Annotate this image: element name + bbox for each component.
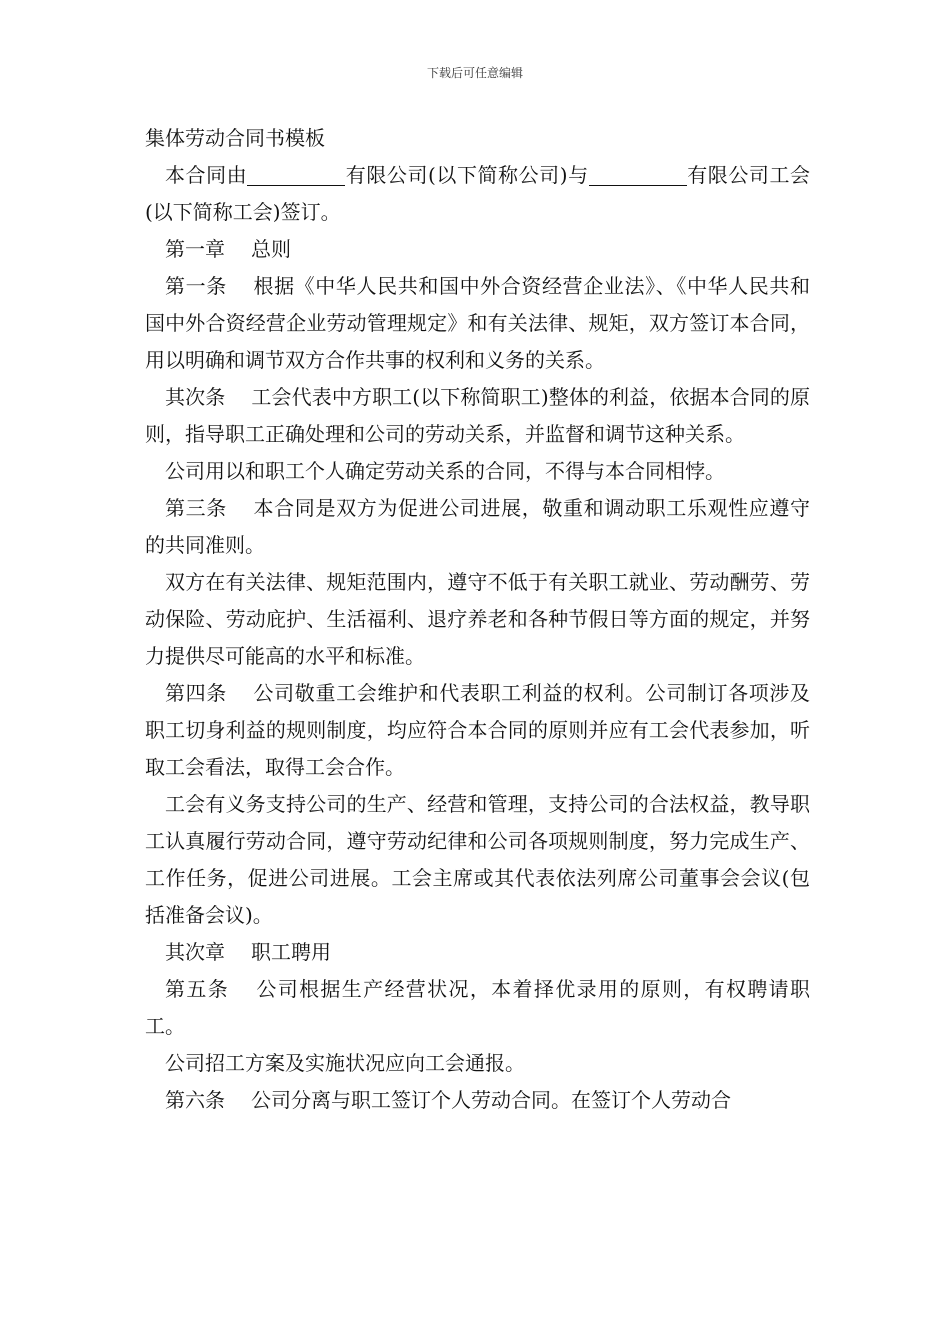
article-text: 工会代表中方职工(以下称简职工)整体的利益，依据本合同的原则，指导职工正确处理和公司的劳动关系，并监督和调节这种关系。 [145,385,811,446]
chapter-number: 第一章 [165,237,225,261]
article-paragraph [145,1082,810,1119]
article-label: 其次条 [165,385,226,409]
body-paragraph: 双方在有关法律、规矩范围内，遵守不低于有关职工就业、劳动酬劳、劳动保险、劳动庇护、生活福利、退疗养老和各种节假日等方面的规定，并努力提供尽可能高的水平和标准。 [145,570,810,668]
chapter-name: 总则 [251,237,291,261]
document-body [145,120,810,1119]
body-paragraph: 公司招工方案及实施状况应向工会通报。 [165,1051,525,1075]
article-paragraph [145,675,810,786]
article-label: 第三条 [165,496,227,520]
article-label: 第六条 [165,1088,225,1112]
blank-line [247,165,345,186]
chapter-name: 职工聘用 [251,940,331,964]
intro-paragraph [145,157,810,231]
chapter-heading [145,231,810,268]
intro-text-c: 有限公司工会(以下简称工会)签订。 [145,163,811,224]
article-label: 第一条 [165,274,227,298]
article-text: 根据《中华人民共和国中外合资经营企业法》、《中华人民共和国中外合资经营企业劳动管理规定》和有关法律、规矩，双方签订本合同，用以明确和调节双方合作共事的权利和义务的关系。 [145,274,811,372]
page-header: 下载后可任意编辑 [426,66,523,80]
body-paragraph: 公司用以和职工个人确定劳动关系的合同，不得与本合同相悖。 [165,459,725,483]
article-paragraph [145,268,810,379]
body-paragraph: 工会有义务支持公司的生产、经营和管理，支持公司的合法权益，教导职工认真履行劳动合同，遵守劳动纪律和公司各项规则制度，努力完成生产、工作任务，促进公司进展。工会主席或其代表依法列席公司董事会会议(包括准备会议)。 [145,792,810,927]
chapter-number: 其次章 [165,940,225,964]
article-label: 第五条 [165,977,230,1001]
blank-line [589,165,687,186]
intro-text-b: 有限公司(以下简称公司)与 [345,163,589,187]
article-text: 公司敬重工会维护和代表职工利益的权利。公司制订各项涉及职工切身利益的规则制度，均应符合本合同的原则并应有工会代表参加，听取工会看法，取得工会合作。 [145,681,811,779]
article-text: 公司分离与职工签订个人劳动合同。在签订个人劳动合 [251,1088,731,1112]
article-text: 本合同是双方为促进公司进展，敬重和调动职工乐观性应遵守的共同准则。 [145,496,811,557]
article-paragraph [145,490,810,564]
article-text: 公司根据生产经营状况，本着择优录用的原则，有权聘请职工。 [145,977,811,1038]
article-paragraph [145,971,810,1045]
intro-text-a: 本合同由 [165,163,248,187]
article-paragraph [145,379,810,453]
document-title: 集体劳动合同书模板 [145,126,325,150]
article-label: 第四条 [165,681,227,705]
chapter-heading [145,934,810,971]
